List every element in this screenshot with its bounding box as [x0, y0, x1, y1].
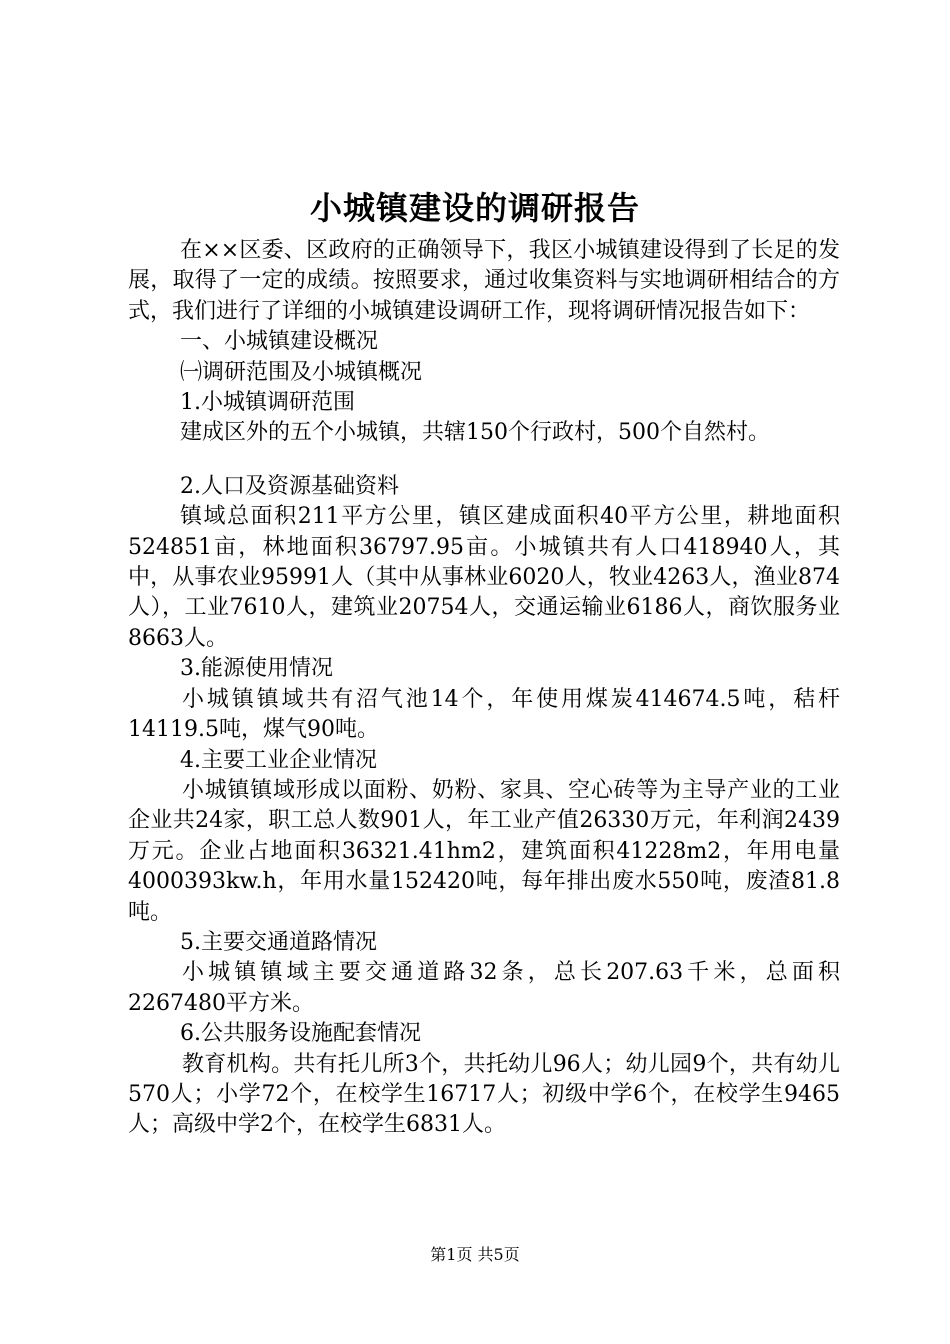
paragraph-item-1: 建成区外的五个小城镇，共辖150个行政村，500个自然村。 [180, 420, 770, 446]
heading-section-1: 一、小城镇建设概况 [180, 329, 379, 355]
document-title: 小城镇建设的调研报告 [309, 189, 640, 227]
paragraph-item-3: 小城镇镇域共有沼气池14个，年使用煤炭414674.5吨，秸杆14119.5吨，煤气90吨。 [128, 686, 840, 743]
paragraph-item-4: 小城镇镇域形成以面粉、奶粉、家具、空心砖等为主导产业的工业企业共24家，职工总人数901人，年工业产值26330万元，年利润2439万元。企业占地面积36321.41hm2，建筑面积41228m2，年用电量4000393kw.h，年用水量152420吨，每年排出废水550吨，废渣81.8吨。 [128, 777, 840, 925]
heading-subsection-1: ㈠调研范围及小城镇概况 [180, 359, 423, 385]
paragraph-item-6: 教育机构。共有托儿所3个，共托幼儿96人；幼儿园9个，共有幼儿570人；小学72个，在校学生16717人；初级中学6个，在校学生9465人；高级中学2个，在校学生6831人。 [128, 1051, 840, 1138]
heading-item-3: 3.能源使用情况 [180, 656, 333, 682]
heading-item-4: 4.主要工业企业情况 [180, 747, 377, 773]
heading-item-5: 5.主要交通道路情况 [180, 929, 377, 955]
document-body [128, 236, 840, 1141]
paragraph-item-5: 小城镇镇域主要交通道路32条，总长207.63千米，总面积2267480平方米。 [128, 960, 840, 1016]
heading-item-2: 2.人口及资源基础资料 [180, 473, 399, 499]
page-footer: 第1页 共5页 [430, 1245, 520, 1264]
paragraph-intro: 在××区委、区政府的正确领导下，我区小城镇建设得到了长足的发展，取得了一定的成绩。按照要求，通过收集资料与实地调研相结合的方式，我们进行了详细的小城镇建设调研工作，现将调研情况报告如下： [128, 238, 840, 324]
paragraph-item-2: 镇域总面积211平方公里，镇区建成面积40平方公里，耕地面积524851亩，林地面积36797.95亩。小城镇共有人口418940人，其中，从事农业95991人（其中从事林业6020人，牧业4263人，渔业874人），工业7610人，建筑业20754人，交通运输业6186人，商饮服务业8663人。 [128, 504, 840, 651]
heading-item-1: 1.小城镇调研范围 [180, 390, 355, 416]
heading-item-6: 6.公共服务设施配套情况 [180, 1021, 421, 1047]
blank-line [128, 449, 840, 472]
